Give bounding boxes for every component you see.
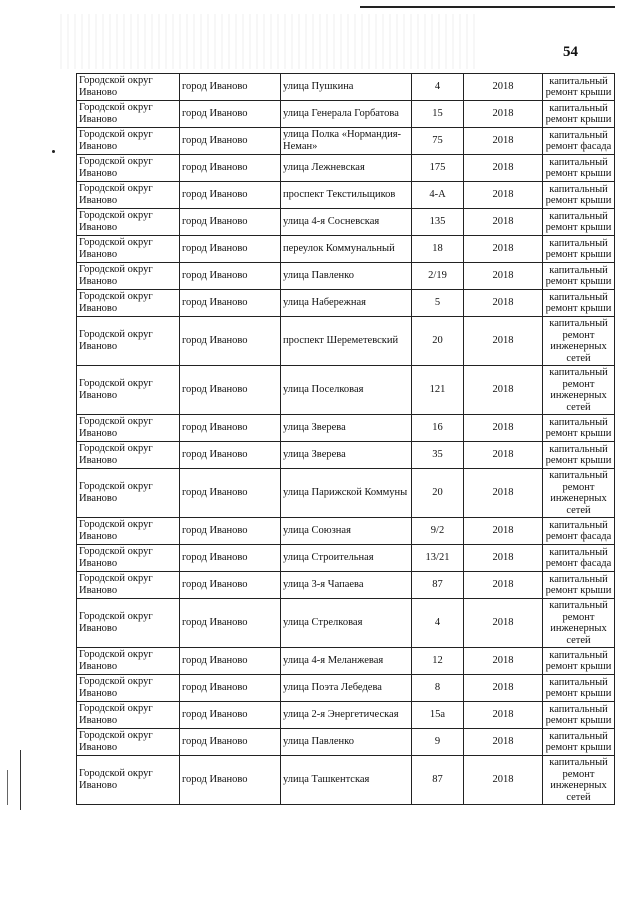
district-cell: Городской округ Иваново — [77, 74, 180, 101]
table-row — [77, 290, 615, 317]
city-cell: город Иваново — [180, 518, 281, 545]
district-cell: Городской округ Иваново — [77, 756, 180, 805]
year-cell: 2018 — [464, 442, 543, 469]
street-cell: улица Генерала Горбатова — [281, 101, 412, 128]
work-cell: капитальный ремонт крыши — [543, 415, 615, 442]
city-cell: город Иваново — [180, 599, 281, 648]
table-row — [77, 572, 615, 599]
table-row — [77, 263, 615, 290]
house-cell: 12 — [412, 648, 464, 675]
city-cell: город Иваново — [180, 209, 281, 236]
work-cell: капитальный ремонт крыши — [543, 182, 615, 209]
city-cell: город Иваново — [180, 729, 281, 756]
city-cell: город Иваново — [180, 415, 281, 442]
district-cell: Городской округ Иваново — [77, 128, 180, 155]
street-cell: улица Поселковая — [281, 366, 412, 415]
work-cell: капитальный ремонт инженерных сетей — [543, 366, 615, 415]
table-row — [77, 469, 615, 518]
year-cell: 2018 — [464, 263, 543, 290]
year-cell: 2018 — [464, 317, 543, 366]
table-row — [77, 756, 615, 805]
table-row — [77, 702, 615, 729]
district-cell: Городской округ Иваново — [77, 545, 180, 572]
work-cell: капитальный ремонт крыши — [543, 702, 615, 729]
street-cell: улица 2-я Энергетическая — [281, 702, 412, 729]
work-cell: капитальный ремонт инженерных сетей — [543, 756, 615, 805]
year-cell: 2018 — [464, 702, 543, 729]
year-cell: 2018 — [464, 675, 543, 702]
year-cell: 2018 — [464, 128, 543, 155]
street-cell: улица 4-я Сосневская — [281, 209, 412, 236]
records-table — [76, 73, 615, 805]
year-cell: 2018 — [464, 648, 543, 675]
year-cell: 2018 — [464, 469, 543, 518]
district-cell: Городской округ Иваново — [77, 702, 180, 729]
district-cell: Городской округ Иваново — [77, 415, 180, 442]
work-cell: капитальный ремонт крыши — [543, 263, 615, 290]
city-cell: город Иваново — [180, 290, 281, 317]
house-cell: 20 — [412, 469, 464, 518]
year-cell: 2018 — [464, 155, 543, 182]
house-cell: 2/19 — [412, 263, 464, 290]
city-cell: город Иваново — [180, 469, 281, 518]
year-cell: 2018 — [464, 729, 543, 756]
street-cell: улица 3-я Чапаева — [281, 572, 412, 599]
house-cell: 87 — [412, 756, 464, 805]
table-row — [77, 442, 615, 469]
scan-smudge — [60, 14, 480, 69]
year-cell: 2018 — [464, 518, 543, 545]
district-cell: Городской округ Иваново — [77, 155, 180, 182]
table-row — [77, 415, 615, 442]
district-cell: Городской округ Иваново — [77, 317, 180, 366]
table-row — [77, 518, 615, 545]
street-cell: переулок Коммунальный — [281, 236, 412, 263]
house-cell: 4 — [412, 599, 464, 648]
margin-mark — [20, 750, 21, 810]
table-row — [77, 599, 615, 648]
table-row — [77, 128, 615, 155]
street-cell: улица Полка «Нормандия-Неман» — [281, 128, 412, 155]
city-cell: город Иваново — [180, 366, 281, 415]
district-cell: Городской округ Иваново — [77, 572, 180, 599]
city-cell: город Иваново — [180, 317, 281, 366]
house-cell: 16 — [412, 415, 464, 442]
table-row — [77, 648, 615, 675]
year-cell: 2018 — [464, 572, 543, 599]
table-row — [77, 317, 615, 366]
city-cell: город Иваново — [180, 648, 281, 675]
page-number: 54 — [563, 44, 578, 60]
district-cell: Городской округ Иваново — [77, 236, 180, 263]
city-cell: город Иваново — [180, 263, 281, 290]
district-cell: Городской округ Иваново — [77, 263, 180, 290]
street-cell: проспект Шереметевский — [281, 317, 412, 366]
district-cell: Городской округ Иваново — [77, 366, 180, 415]
house-cell: 87 — [412, 572, 464, 599]
city-cell: город Иваново — [180, 545, 281, 572]
city-cell: город Иваново — [180, 572, 281, 599]
district-cell: Городской округ Иваново — [77, 518, 180, 545]
district-cell: Городской округ Иваново — [77, 675, 180, 702]
district-cell: Городской округ Иваново — [77, 729, 180, 756]
district-cell: Городской округ Иваново — [77, 182, 180, 209]
city-cell: город Иваново — [180, 101, 281, 128]
work-cell: капитальный ремонт крыши — [543, 572, 615, 599]
city-cell: город Иваново — [180, 155, 281, 182]
house-cell: 4 — [412, 74, 464, 101]
year-cell: 2018 — [464, 236, 543, 263]
work-cell: капитальный ремонт инженерных сетей — [543, 317, 615, 366]
street-cell: улица 4-я Меланжевая — [281, 648, 412, 675]
city-cell: город Иваново — [180, 756, 281, 805]
district-cell: Городской округ Иваново — [77, 290, 180, 317]
house-cell: 9 — [412, 729, 464, 756]
district-cell: Городской округ Иваново — [77, 469, 180, 518]
city-cell: город Иваново — [180, 442, 281, 469]
table-row — [77, 366, 615, 415]
work-cell: капитальный ремонт инженерных сетей — [543, 469, 615, 518]
street-cell: улица Зверева — [281, 442, 412, 469]
year-cell: 2018 — [464, 182, 543, 209]
street-cell: улица Стрелковая — [281, 599, 412, 648]
house-cell: 13/21 — [412, 545, 464, 572]
work-cell: капитальный ремонт крыши — [543, 442, 615, 469]
year-cell: 2018 — [464, 74, 543, 101]
work-cell: капитальный ремонт фасада — [543, 518, 615, 545]
year-cell: 2018 — [464, 366, 543, 415]
district-cell: Городской округ Иваново — [77, 648, 180, 675]
work-cell: капитальный ремонт крыши — [543, 675, 615, 702]
district-cell: Городской округ Иваново — [77, 101, 180, 128]
house-cell: 135 — [412, 209, 464, 236]
top-rule — [360, 6, 615, 8]
year-cell: 2018 — [464, 599, 543, 648]
district-cell: Городской округ Иваново — [77, 442, 180, 469]
street-cell: улица Павленко — [281, 729, 412, 756]
street-cell: улица Поэта Лебедева — [281, 675, 412, 702]
year-cell: 2018 — [464, 290, 543, 317]
work-cell: капитальный ремонт крыши — [543, 290, 615, 317]
street-cell: улица Павленко — [281, 263, 412, 290]
work-cell: капитальный ремонт крыши — [543, 74, 615, 101]
house-cell: 5 — [412, 290, 464, 317]
house-cell: 75 — [412, 128, 464, 155]
street-cell: улица Союзная — [281, 518, 412, 545]
city-cell: город Иваново — [180, 236, 281, 263]
street-cell: проспект Текстильщиков — [281, 182, 412, 209]
city-cell: город Иваново — [180, 128, 281, 155]
table-row — [77, 236, 615, 263]
year-cell: 2018 — [464, 415, 543, 442]
city-cell: город Иваново — [180, 182, 281, 209]
city-cell: город Иваново — [180, 74, 281, 101]
city-cell: город Иваново — [180, 675, 281, 702]
margin-mark — [52, 150, 55, 153]
year-cell: 2018 — [464, 101, 543, 128]
district-cell: Городской округ Иваново — [77, 209, 180, 236]
street-cell: улица Пушкина — [281, 74, 412, 101]
table-row — [77, 675, 615, 702]
work-cell: капитальный ремонт фасада — [543, 128, 615, 155]
house-cell: 8 — [412, 675, 464, 702]
work-cell: капитальный ремонт крыши — [543, 101, 615, 128]
work-cell: капитальный ремонт крыши — [543, 648, 615, 675]
table-row — [77, 545, 615, 572]
table-row — [77, 209, 615, 236]
house-cell: 175 — [412, 155, 464, 182]
street-cell: улица Парижской Коммуны — [281, 469, 412, 518]
year-cell: 2018 — [464, 545, 543, 572]
table-row — [77, 74, 615, 101]
work-cell: капитальный ремонт крыши — [543, 236, 615, 263]
street-cell: улица Ташкентская — [281, 756, 412, 805]
street-cell: улица Строительная — [281, 545, 412, 572]
house-cell: 20 — [412, 317, 464, 366]
street-cell: улица Лежневская — [281, 155, 412, 182]
table-row — [77, 101, 615, 128]
district-cell: Городской округ Иваново — [77, 599, 180, 648]
table-row — [77, 155, 615, 182]
house-cell: 18 — [412, 236, 464, 263]
work-cell: капитальный ремонт фасада — [543, 545, 615, 572]
house-cell: 35 — [412, 442, 464, 469]
table-row — [77, 729, 615, 756]
year-cell: 2018 — [464, 209, 543, 236]
house-cell: 4-А — [412, 182, 464, 209]
table-row — [77, 182, 615, 209]
margin-mark — [7, 770, 8, 805]
work-cell: капитальный ремонт крыши — [543, 155, 615, 182]
work-cell: капитальный ремонт крыши — [543, 729, 615, 756]
house-cell: 15а — [412, 702, 464, 729]
work-cell: капитальный ремонт крыши — [543, 209, 615, 236]
house-cell: 9/2 — [412, 518, 464, 545]
street-cell: улица Набережная — [281, 290, 412, 317]
house-cell: 15 — [412, 101, 464, 128]
house-cell: 121 — [412, 366, 464, 415]
street-cell: улица Зверева — [281, 415, 412, 442]
city-cell: город Иваново — [180, 702, 281, 729]
work-cell: капитальный ремонт инженерных сетей — [543, 599, 615, 648]
year-cell: 2018 — [464, 756, 543, 805]
